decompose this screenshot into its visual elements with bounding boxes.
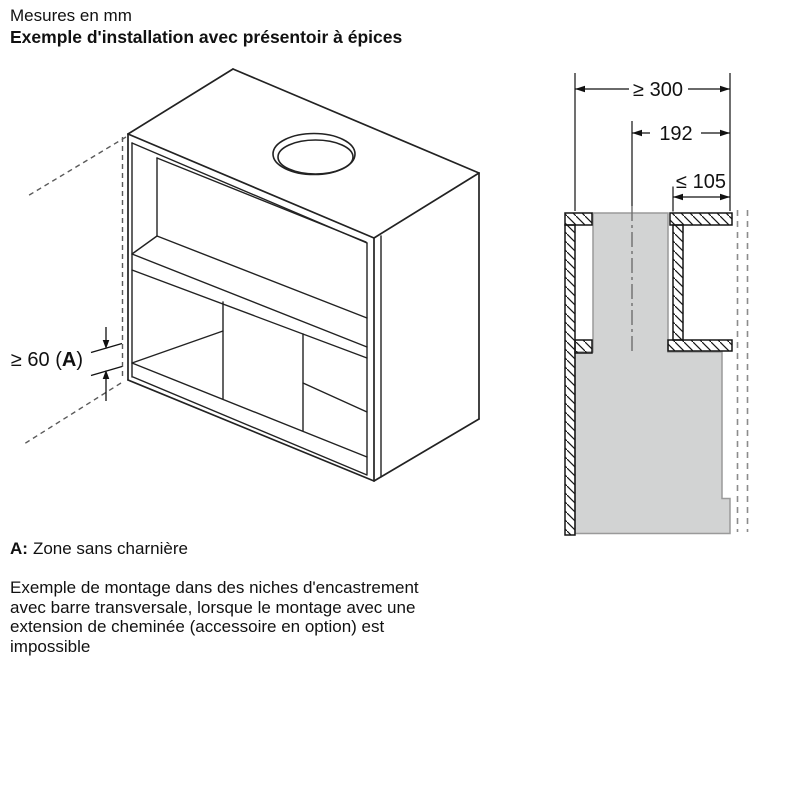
left-top-flange [565,213,592,225]
dim-right-max-label: ≤ 105 [676,171,726,193]
hood-body-silhouette [575,213,730,534]
note-a-text: Zone sans charnière [32,539,188,558]
vertical-divider [223,302,303,431]
units-note: Mesures en mm [10,6,132,25]
dim-niche-width-label: ≥ 300 [633,79,683,101]
mounting-note-line: avec barre transversale, lorsque le montage avec une [10,597,416,617]
note-a-label: A: [10,539,28,558]
note-a [10,539,188,559]
crossbar-shelf [132,236,367,358]
cross-section-diagram [565,73,748,535]
right-top-flange [670,213,732,225]
page-title: Exemple d'installation avec présentoir à épices [10,26,403,47]
wall-dashed-lines [24,137,126,444]
dim-clearance-label: ≥ 60 (A) [10,349,83,371]
mounting-note-line: extension de cheminée (accessoire en option) est [10,617,385,636]
min-clearance-dimension [91,327,122,401]
chimney-hole [273,134,355,175]
mounting-note-line: Exemple de montage dans des niches d'encastrement [10,578,419,597]
cabinet-interior-lines [132,143,381,477]
dim-center-to-wall-label: 192 [659,123,693,145]
adjacent-wall-dashed [738,210,748,532]
right-side-wall [673,225,683,340]
isometric-cabinet-diagram [11,69,479,481]
mounting-note [10,578,500,656]
left-side-wall [565,225,575,535]
right-bottom-flange [668,340,732,351]
mounting-note-line: impossible [10,636,91,656]
left-bottom-flange [575,340,592,353]
dim-right-max [673,194,730,200]
